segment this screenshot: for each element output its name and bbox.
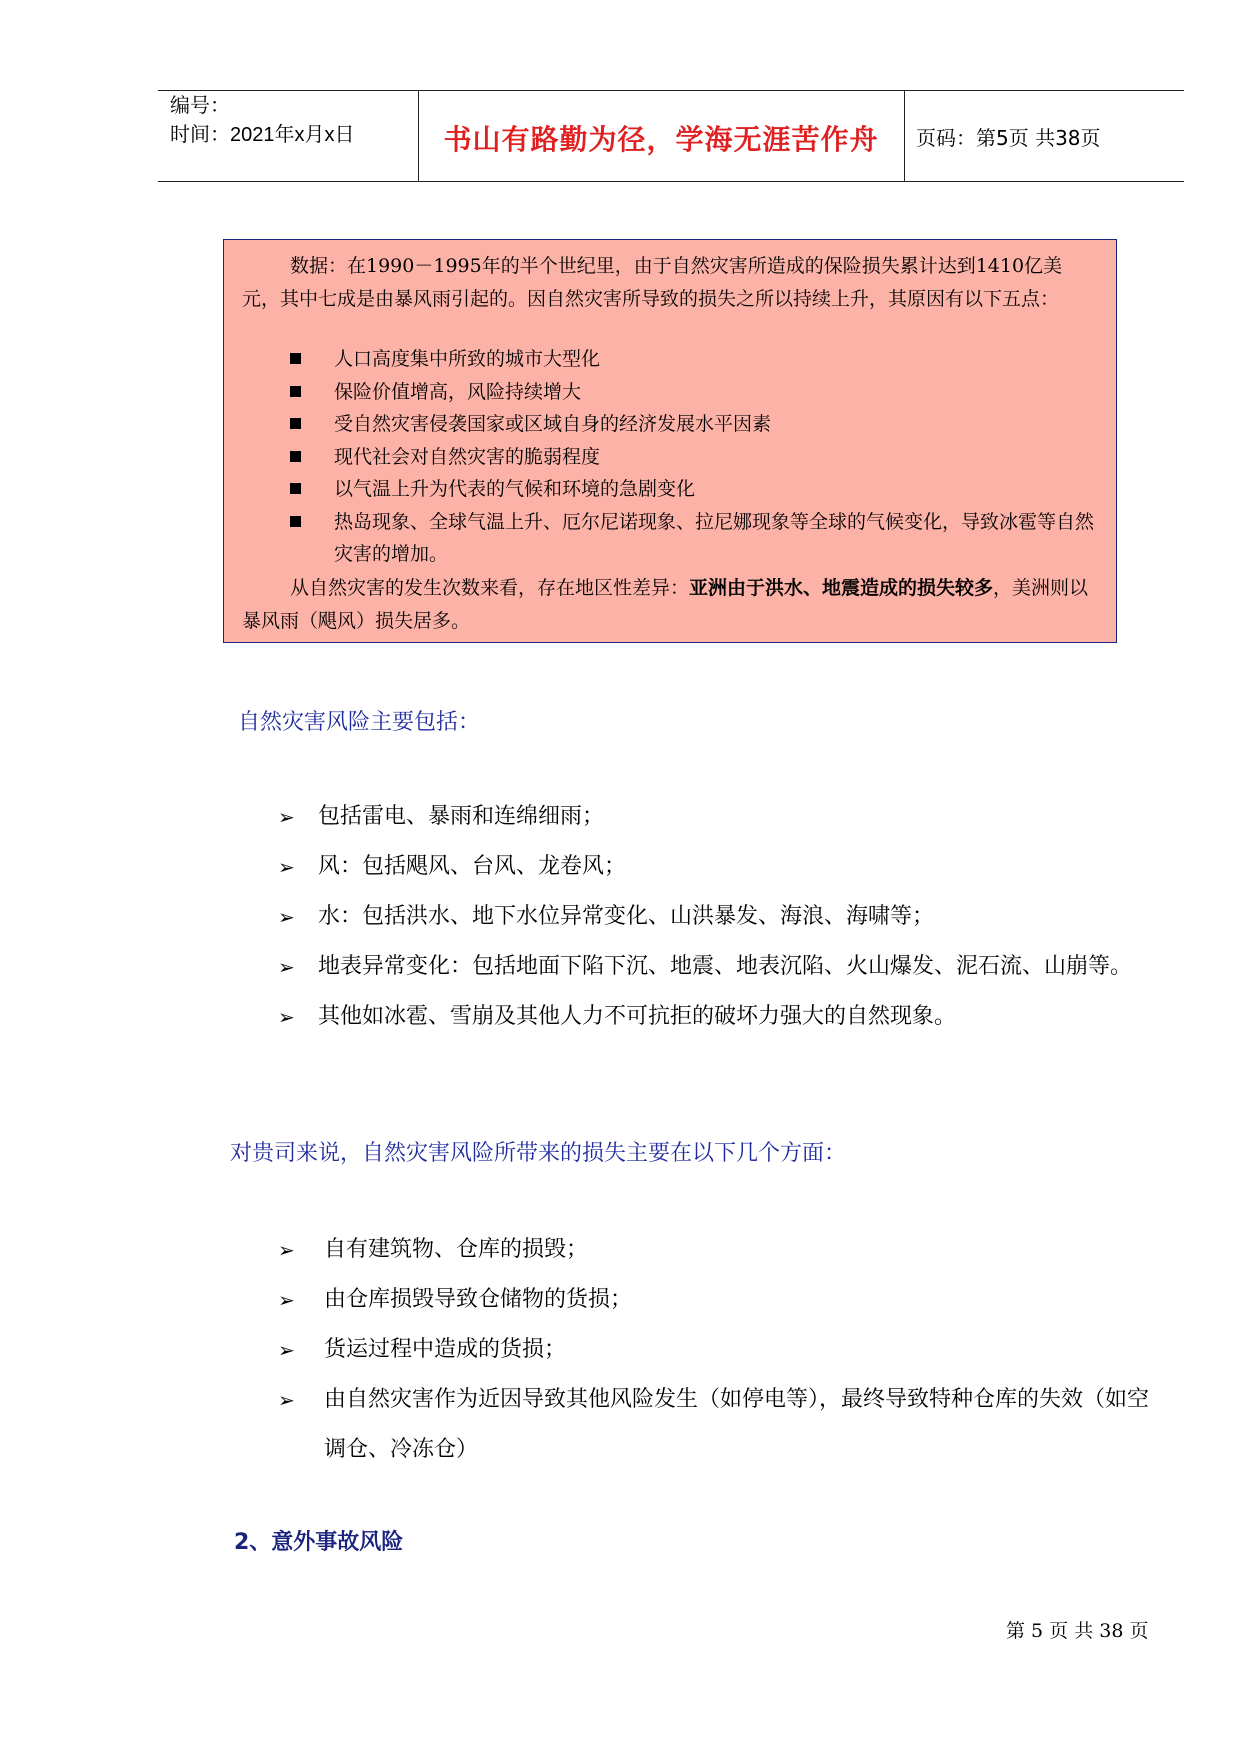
list-item: 以气温上升为代表的气候和环境的急剧变化 (290, 473, 1100, 506)
time-label: 时间：2021年x月x日 (170, 124, 355, 146)
arrow-bullet-icon: ➢ (278, 905, 295, 929)
emphasis-text: 亚洲由于洪水、地震造成的损失较多 (689, 577, 994, 599)
arrow-bullet-icon: ➢ (278, 805, 295, 829)
company-loss-heading: 对贵司来说，自然灾害风险所带来的损失主要在以下几个方面： (230, 1141, 847, 1166)
arrow-bullet-icon: ➢ (278, 1238, 295, 1262)
header-bottom-rule (158, 181, 1184, 182)
list-item: 现代社会对自然灾害的脆弱程度 (290, 441, 1100, 474)
statistics-conclusion: 从自然灾害的发生次数来看，存在地区性差异：亚洲由于洪水、地震造成的损失较多，美洲则以暴风雨（飓风）损失居多。 (242, 577, 1089, 632)
company-loss-list (278, 1225, 1168, 1475)
square-bullet-icon (290, 353, 301, 364)
square-bullet-icon (290, 451, 301, 462)
square-bullet-icon (290, 418, 301, 429)
list-item: 受自然灾害侵袭国家或区域自身的经济发展水平因素 (290, 408, 1100, 441)
natural-risk-list (278, 792, 1168, 1042)
list-item: 人口高度集中所致的城市大型化 (290, 343, 1100, 376)
list-item: ➢ 自有建筑物、仓库的损毁； (278, 1225, 1168, 1275)
arrow-bullet-icon: ➢ (278, 1388, 295, 1412)
statistics-intro: 数据：在1990－1995年的半个世纪里，由于自然灾害所造成的保险损失累计达到1410亿美元，其中七成是由暴风雨引起的。因自然灾害所导致的损失之所以持续上升，其原因有以下五点： (242, 255, 1063, 310)
arrow-bullet-icon: ➢ (278, 1288, 295, 1312)
statistics-box (223, 239, 1117, 643)
header-page-code: 页码：第5页 共38页 (916, 126, 1101, 150)
header-motto: 书山有路勤为径，学海无涯苦作舟 (443, 123, 879, 156)
number-label: 编号： (170, 95, 230, 117)
arrow-bullet-icon: ➢ (278, 1338, 295, 1362)
list-item: ➢ 包括雷电、暴雨和连绵细雨； (278, 792, 1168, 842)
list-item: 保险价值增高，风险持续增大 (290, 376, 1100, 409)
cause-list (290, 343, 1100, 571)
page-footer: 第 5 页 共 38 页 (1006, 1620, 1149, 1642)
list-item: ➢ 货运过程中造成的货损； (278, 1325, 1168, 1375)
list-item: ➢ 风：包括飓风、台风、龙卷风； (278, 842, 1168, 892)
header-meta (170, 92, 355, 150)
list-item: ➢ 地表异常变化：包括地面下陷下沉、地震、地表沉陷、火山爆发、泥石流、山崩等。 (278, 942, 1168, 992)
arrow-bullet-icon: ➢ (278, 1005, 295, 1029)
natural-risk-heading: 自然灾害风险主要包括： (238, 710, 481, 735)
square-bullet-icon (290, 386, 301, 397)
list-item: 热岛现象、全球气温上升、厄尔尼诺现象、拉尼娜现象等全球的气候变化，导致冰雹等自然灾害的增加。 (290, 506, 1100, 571)
list-item: ➢ 其他如冰雹、雪崩及其他人力不可抗拒的破坏力强大的自然现象。 (278, 992, 1168, 1042)
arrow-bullet-icon: ➢ (278, 955, 295, 979)
section-title: 2、意外事故风险 (234, 1530, 404, 1555)
square-bullet-icon (290, 516, 301, 527)
arrow-bullet-icon: ➢ (278, 855, 295, 879)
header-top-rule (158, 90, 1184, 91)
list-item: ➢ 水：包括洪水、地下水位异常变化、山洪暴发、海浪、海啸等； (278, 892, 1168, 942)
list-item: ➢ 由仓库损毁导致仓储物的货损； (278, 1275, 1168, 1325)
list-item: ➢ 由自然灾害作为近因导致其他风险发生（如停电等），最终导致特种仓库的失效（如空调仓、冷冻仓） (278, 1375, 1168, 1475)
header-divider (904, 90, 905, 182)
square-bullet-icon (290, 483, 301, 494)
